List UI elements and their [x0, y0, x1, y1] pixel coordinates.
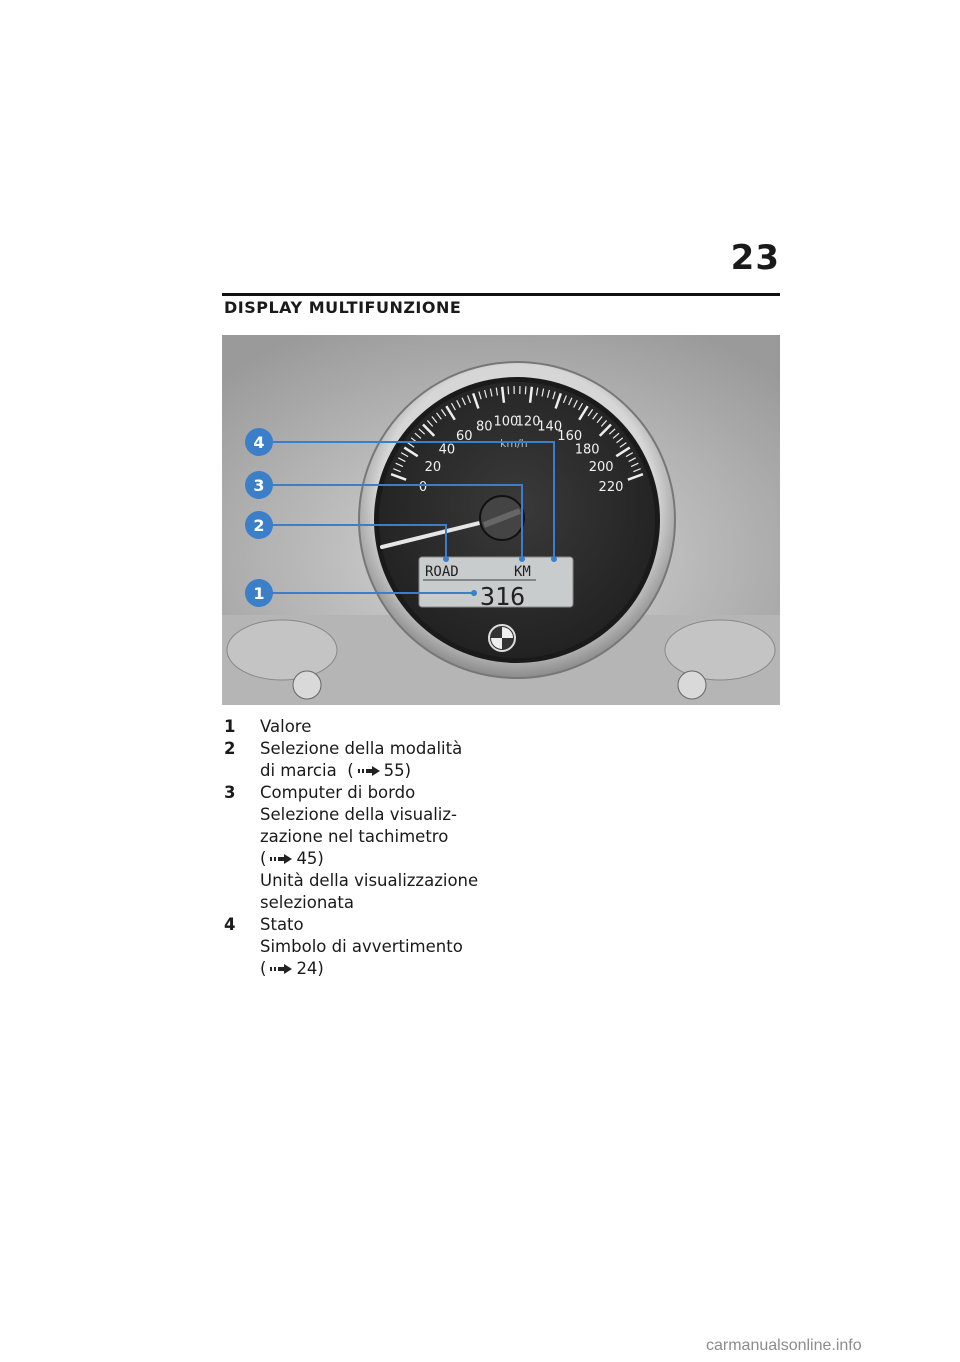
- lcd-mode: ROAD: [425, 564, 459, 580]
- legend-text: Selezione della modalità: [260, 739, 463, 758]
- legend-number: 4: [224, 915, 236, 934]
- major-tick: [502, 387, 504, 403]
- cross-reference[interactable]: ( 24): [260, 959, 324, 978]
- lcd-unit: KM: [514, 564, 531, 580]
- speed-tick-label: 160: [557, 429, 583, 445]
- callout-4: [245, 428, 273, 456]
- speed-tick-label: 140: [537, 419, 563, 435]
- legend-text: Simbolo di avvertimento: [260, 937, 463, 956]
- legend-text: di marcia: [260, 761, 337, 780]
- callout-2-label: 2: [253, 516, 265, 535]
- speed-tick-label: 120: [515, 414, 541, 430]
- legend-text: zazione nel tachimetro: [260, 827, 449, 846]
- arrow-right-icon: [270, 854, 292, 864]
- xref-page: 55): [383, 761, 412, 780]
- unit-label: km/h: [500, 437, 528, 450]
- legend-item-4: [224, 914, 544, 980]
- major-tick: [530, 387, 532, 403]
- figure-legend: [224, 716, 544, 980]
- arrow-right-icon: [358, 766, 380, 776]
- right-bolt: [678, 671, 706, 699]
- callout-1-label: 1: [253, 584, 265, 603]
- legend-item-3: [224, 782, 544, 914]
- xref-page: 24): [296, 959, 324, 978]
- left-bolt-housing: [227, 620, 337, 680]
- left-bolt: [293, 671, 321, 699]
- section-title: DISPLAY MULTIFUNZIONE: [224, 298, 462, 317]
- page-number: 23: [730, 238, 780, 278]
- legend-number: 1: [224, 717, 236, 736]
- callout-2: [245, 511, 273, 539]
- legend-number: 3: [224, 783, 236, 802]
- legend-item-2: [224, 738, 544, 782]
- speed-tick-label: 80: [476, 419, 493, 435]
- legend-text: Valore: [260, 717, 312, 736]
- xref-page: 45): [296, 849, 324, 868]
- speed-tick-label: 220: [598, 479, 624, 495]
- legend-text: Stato: [260, 915, 304, 934]
- callout-1: [245, 579, 273, 607]
- speed-tick-label: 60: [456, 429, 473, 445]
- watermark[interactable]: carmanualsonline.info: [706, 1337, 862, 1354]
- cross-reference[interactable]: ( 45): [260, 849, 324, 868]
- right-bolt-housing: [665, 620, 775, 680]
- legend-number: 2: [224, 739, 236, 758]
- legend-text: Unità della visualizzazione: [260, 871, 479, 890]
- speed-tick-label: 100: [493, 414, 519, 430]
- cross-reference[interactable]: ( 55): [347, 761, 412, 780]
- speed-tick-label: 0: [418, 479, 428, 495]
- header-rule: [222, 293, 780, 296]
- legend-text: Computer di bordo: [260, 783, 416, 802]
- speed-tick-label: 20: [424, 459, 442, 475]
- minor-tick: [525, 386, 526, 394]
- speed-tick-label: 200: [588, 459, 614, 475]
- dashboard-figure: [222, 335, 780, 705]
- callout-4-label: 4: [253, 433, 265, 452]
- legend-item-1: [224, 716, 544, 738]
- arrow-right-icon: [270, 964, 292, 974]
- callout-3-label: 3: [253, 476, 265, 495]
- legend-text: selezionata: [260, 893, 354, 912]
- legend-text: Selezione della visualiz-: [260, 805, 458, 824]
- speed-tick-label: 180: [574, 442, 600, 458]
- minor-tick: [508, 386, 509, 394]
- callout-3: [245, 471, 273, 499]
- lcd-value: 316: [480, 582, 526, 611]
- speedometer-illustration: [222, 335, 780, 705]
- speed-tick-label: 40: [438, 442, 456, 458]
